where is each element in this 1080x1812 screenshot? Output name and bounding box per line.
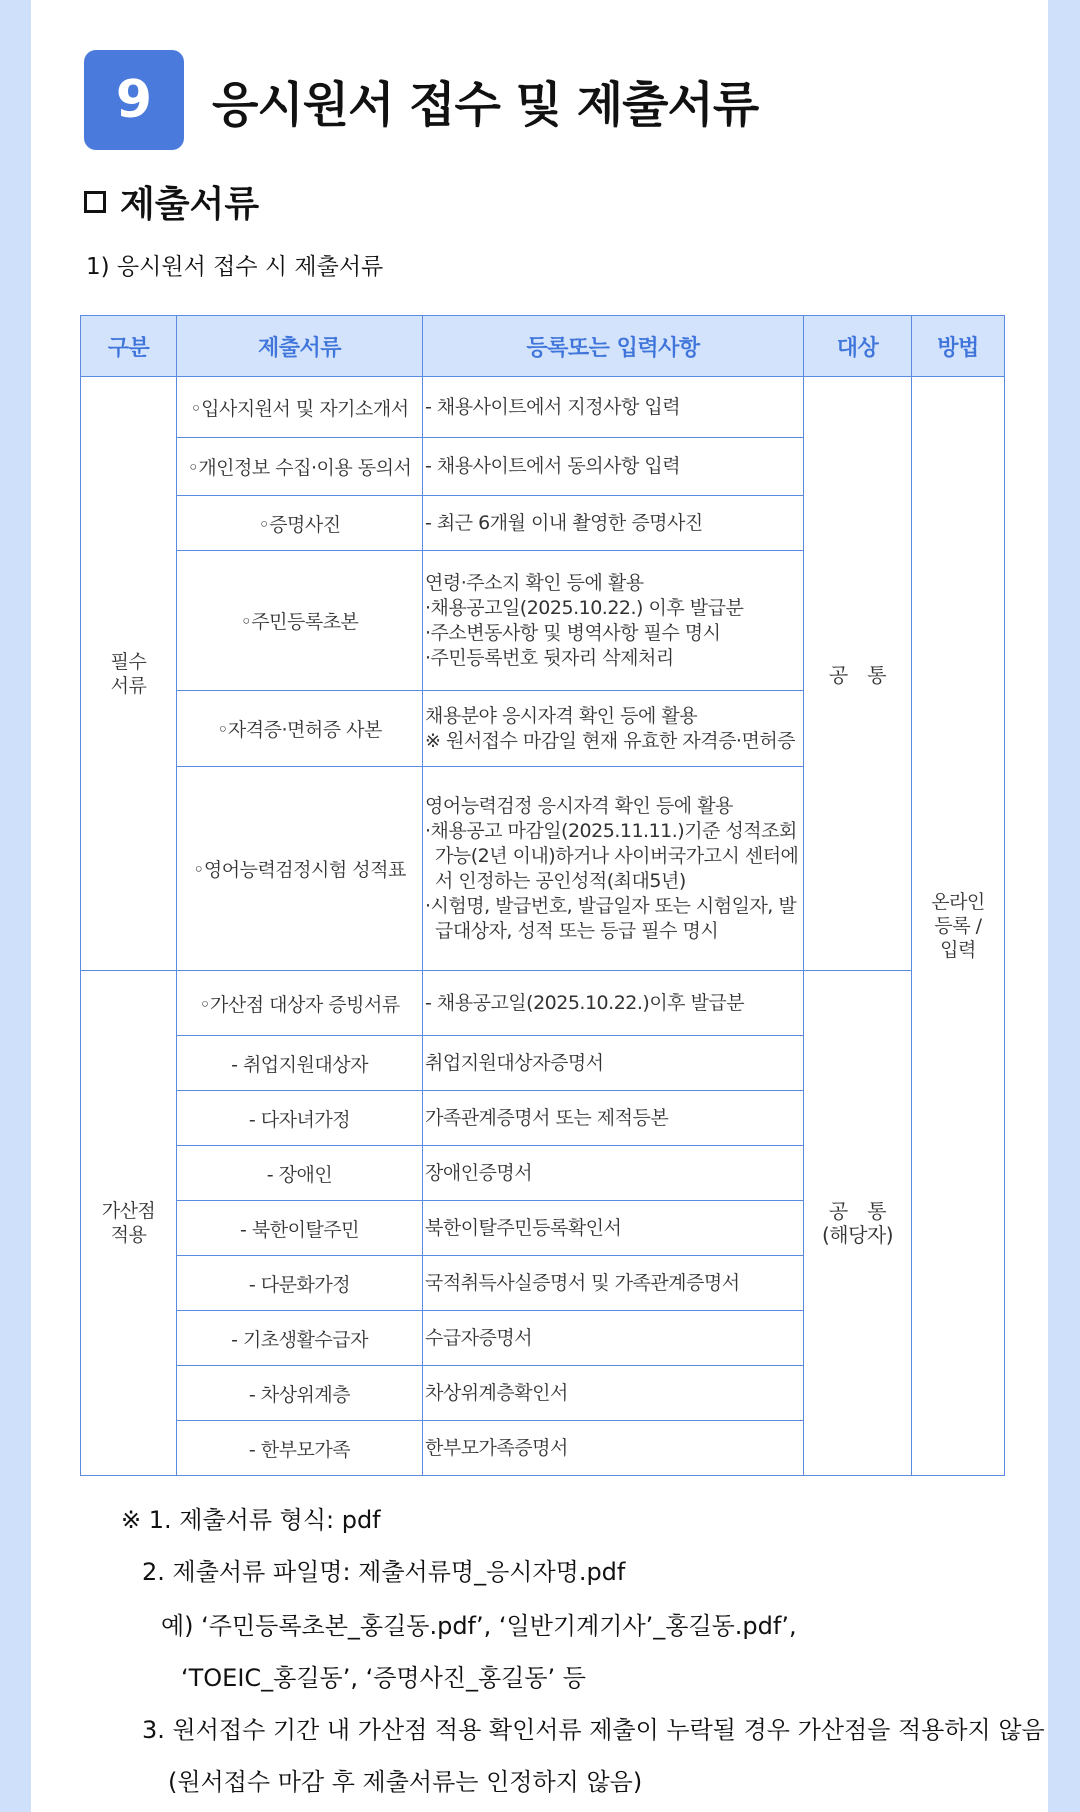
method-cell: 온라인 등록 / 입력	[912, 377, 1005, 1476]
doc-cell: - 기초생활수급자	[177, 1311, 423, 1366]
detail-cell: - 채용공고일(2025.10.22.)이후 발급분	[423, 971, 804, 1036]
header-target: 대상	[804, 316, 912, 377]
detail-cell: - 채용사이트에서 동의사항 입력	[423, 438, 804, 496]
detail-cell: - 최근 6개월 이내 촬영한 증명사진	[423, 496, 804, 551]
doc-cell: ◦영어능력검정시험 성적표	[177, 767, 423, 971]
note-line: ‘TOEIC_홍길동’, ‘증명사진_홍길동’ 등	[181, 1664, 586, 1692]
detail-cell: 장애인증명서	[423, 1146, 804, 1201]
detail-head: 채용분야 응시자격 확인 등에 활용	[425, 704, 698, 727]
document-page	[31, 0, 1048, 1812]
header-method: 방법	[912, 316, 1005, 377]
doc-cell: - 다문화가정	[177, 1256, 423, 1311]
detail-bullet: ·주민등록번호 뒷자리 삭제처리	[425, 646, 674, 669]
detail-cell: 가족관계증명서 또는 제적등본	[423, 1091, 804, 1146]
section-number-badge: 9	[84, 50, 184, 150]
square-bullet-icon	[84, 191, 106, 213]
detail-head: 영어능력검정 응시자격 확인 등에 활용	[425, 794, 733, 817]
note-line: 예) ‘주민등록초본_홍길동.pdf’, ‘일반기계기사’_홍길동.pdf’,	[161, 1612, 797, 1640]
detail-cell: 국적취득사실증명서 및 가족관계증명서	[423, 1256, 804, 1311]
doc-cell: - 한부모가족	[177, 1421, 423, 1476]
table-row	[81, 377, 1005, 438]
header-document: 제출서류	[177, 316, 423, 377]
doc-cell: ◦입사지원서 및 자기소개서	[177, 377, 423, 438]
detail-head: 연령·주소지 확인 등에 활용	[425, 571, 644, 594]
detail-cell: 한부모가족증명서	[423, 1421, 804, 1476]
doc-cell: ◦가산점 대상자 증빙서류	[177, 971, 423, 1036]
subsection-title: 1) 응시원서 접수 시 제출서류	[86, 254, 384, 280]
table-row	[81, 971, 1005, 1036]
target-applicable-cell: 공 통 (해당자)	[804, 971, 912, 1476]
submission-documents-table	[80, 315, 1005, 1476]
note-line: 2. 제출서류 파일명: 제출서류명_응시자명.pdf	[142, 1558, 626, 1586]
doc-cell: - 장애인	[177, 1146, 423, 1201]
detail-cell: - 채용사이트에서 지정사항 입력	[423, 377, 804, 438]
header-detail: 등록또는 입력사항	[423, 316, 804, 377]
note-line: ※ 1. 제출서류 형식: pdf	[121, 1506, 381, 1534]
note-line: (원서접수 마감 후 제출서류는 인정하지 않음)	[168, 1768, 643, 1796]
page-title: 응시원서 접수 및 제출서류	[212, 76, 759, 133]
table-header-row	[81, 316, 1005, 377]
section-header	[84, 50, 758, 150]
section-title-text: 제출서류	[120, 184, 260, 225]
detail-bullet: ·시험명, 발급번호, 발급일자 또는 시험일자, 발급대상자, 성적 또는 등급 필수 명시	[425, 894, 797, 942]
group-required-cell: 필수 서류	[81, 377, 177, 971]
doc-cell: ◦주민등록초본	[177, 551, 423, 691]
target-common-cell: 공 통	[804, 377, 912, 971]
section-title	[84, 176, 259, 227]
detail-cell: 수급자증명서	[423, 1311, 804, 1366]
detail-cell	[423, 551, 804, 691]
detail-bullet: ·채용공고일(2025.10.22.) 이후 발급분	[425, 596, 744, 619]
doc-cell: - 북한이탈주민	[177, 1201, 423, 1256]
detail-bullet: ·채용공고 마감일(2025.11.11.)기준 성적조회 가능(2년 이내)하거나 사이버국가고시 센터에서 인정하는 공인성적(최대5년)	[425, 819, 799, 892]
note-line: 3. 원서접수 기간 내 가산점 적용 확인서류 제출이 누락될 경우 가산점을 적용하지 않음	[142, 1716, 1045, 1744]
doc-cell: ◦자격증·면허증 사본	[177, 691, 423, 767]
detail-bullet: ※ 원서접수 마감일 현재 유효한 자격증·면허증	[425, 729, 796, 752]
detail-cell: 차상위계층확인서	[423, 1366, 804, 1421]
doc-cell: - 차상위계층	[177, 1366, 423, 1421]
doc-cell: - 취업지원대상자	[177, 1036, 423, 1091]
group-bonus-cell: 가산점 적용	[81, 971, 177, 1476]
detail-cell	[423, 691, 804, 767]
detail-cell: 북한이탈주민등록확인서	[423, 1201, 804, 1256]
header-category: 구분	[81, 316, 177, 377]
doc-cell: ◦증명사진	[177, 496, 423, 551]
doc-cell: - 다자녀가정	[177, 1091, 423, 1146]
detail-cell: 취업지원대상자증명서	[423, 1036, 804, 1091]
detail-cell	[423, 767, 804, 971]
doc-cell: ◦개인정보 수집·이용 동의서	[177, 438, 423, 496]
detail-bullet: ·주소변동사항 및 병역사항 필수 명시	[425, 621, 721, 644]
